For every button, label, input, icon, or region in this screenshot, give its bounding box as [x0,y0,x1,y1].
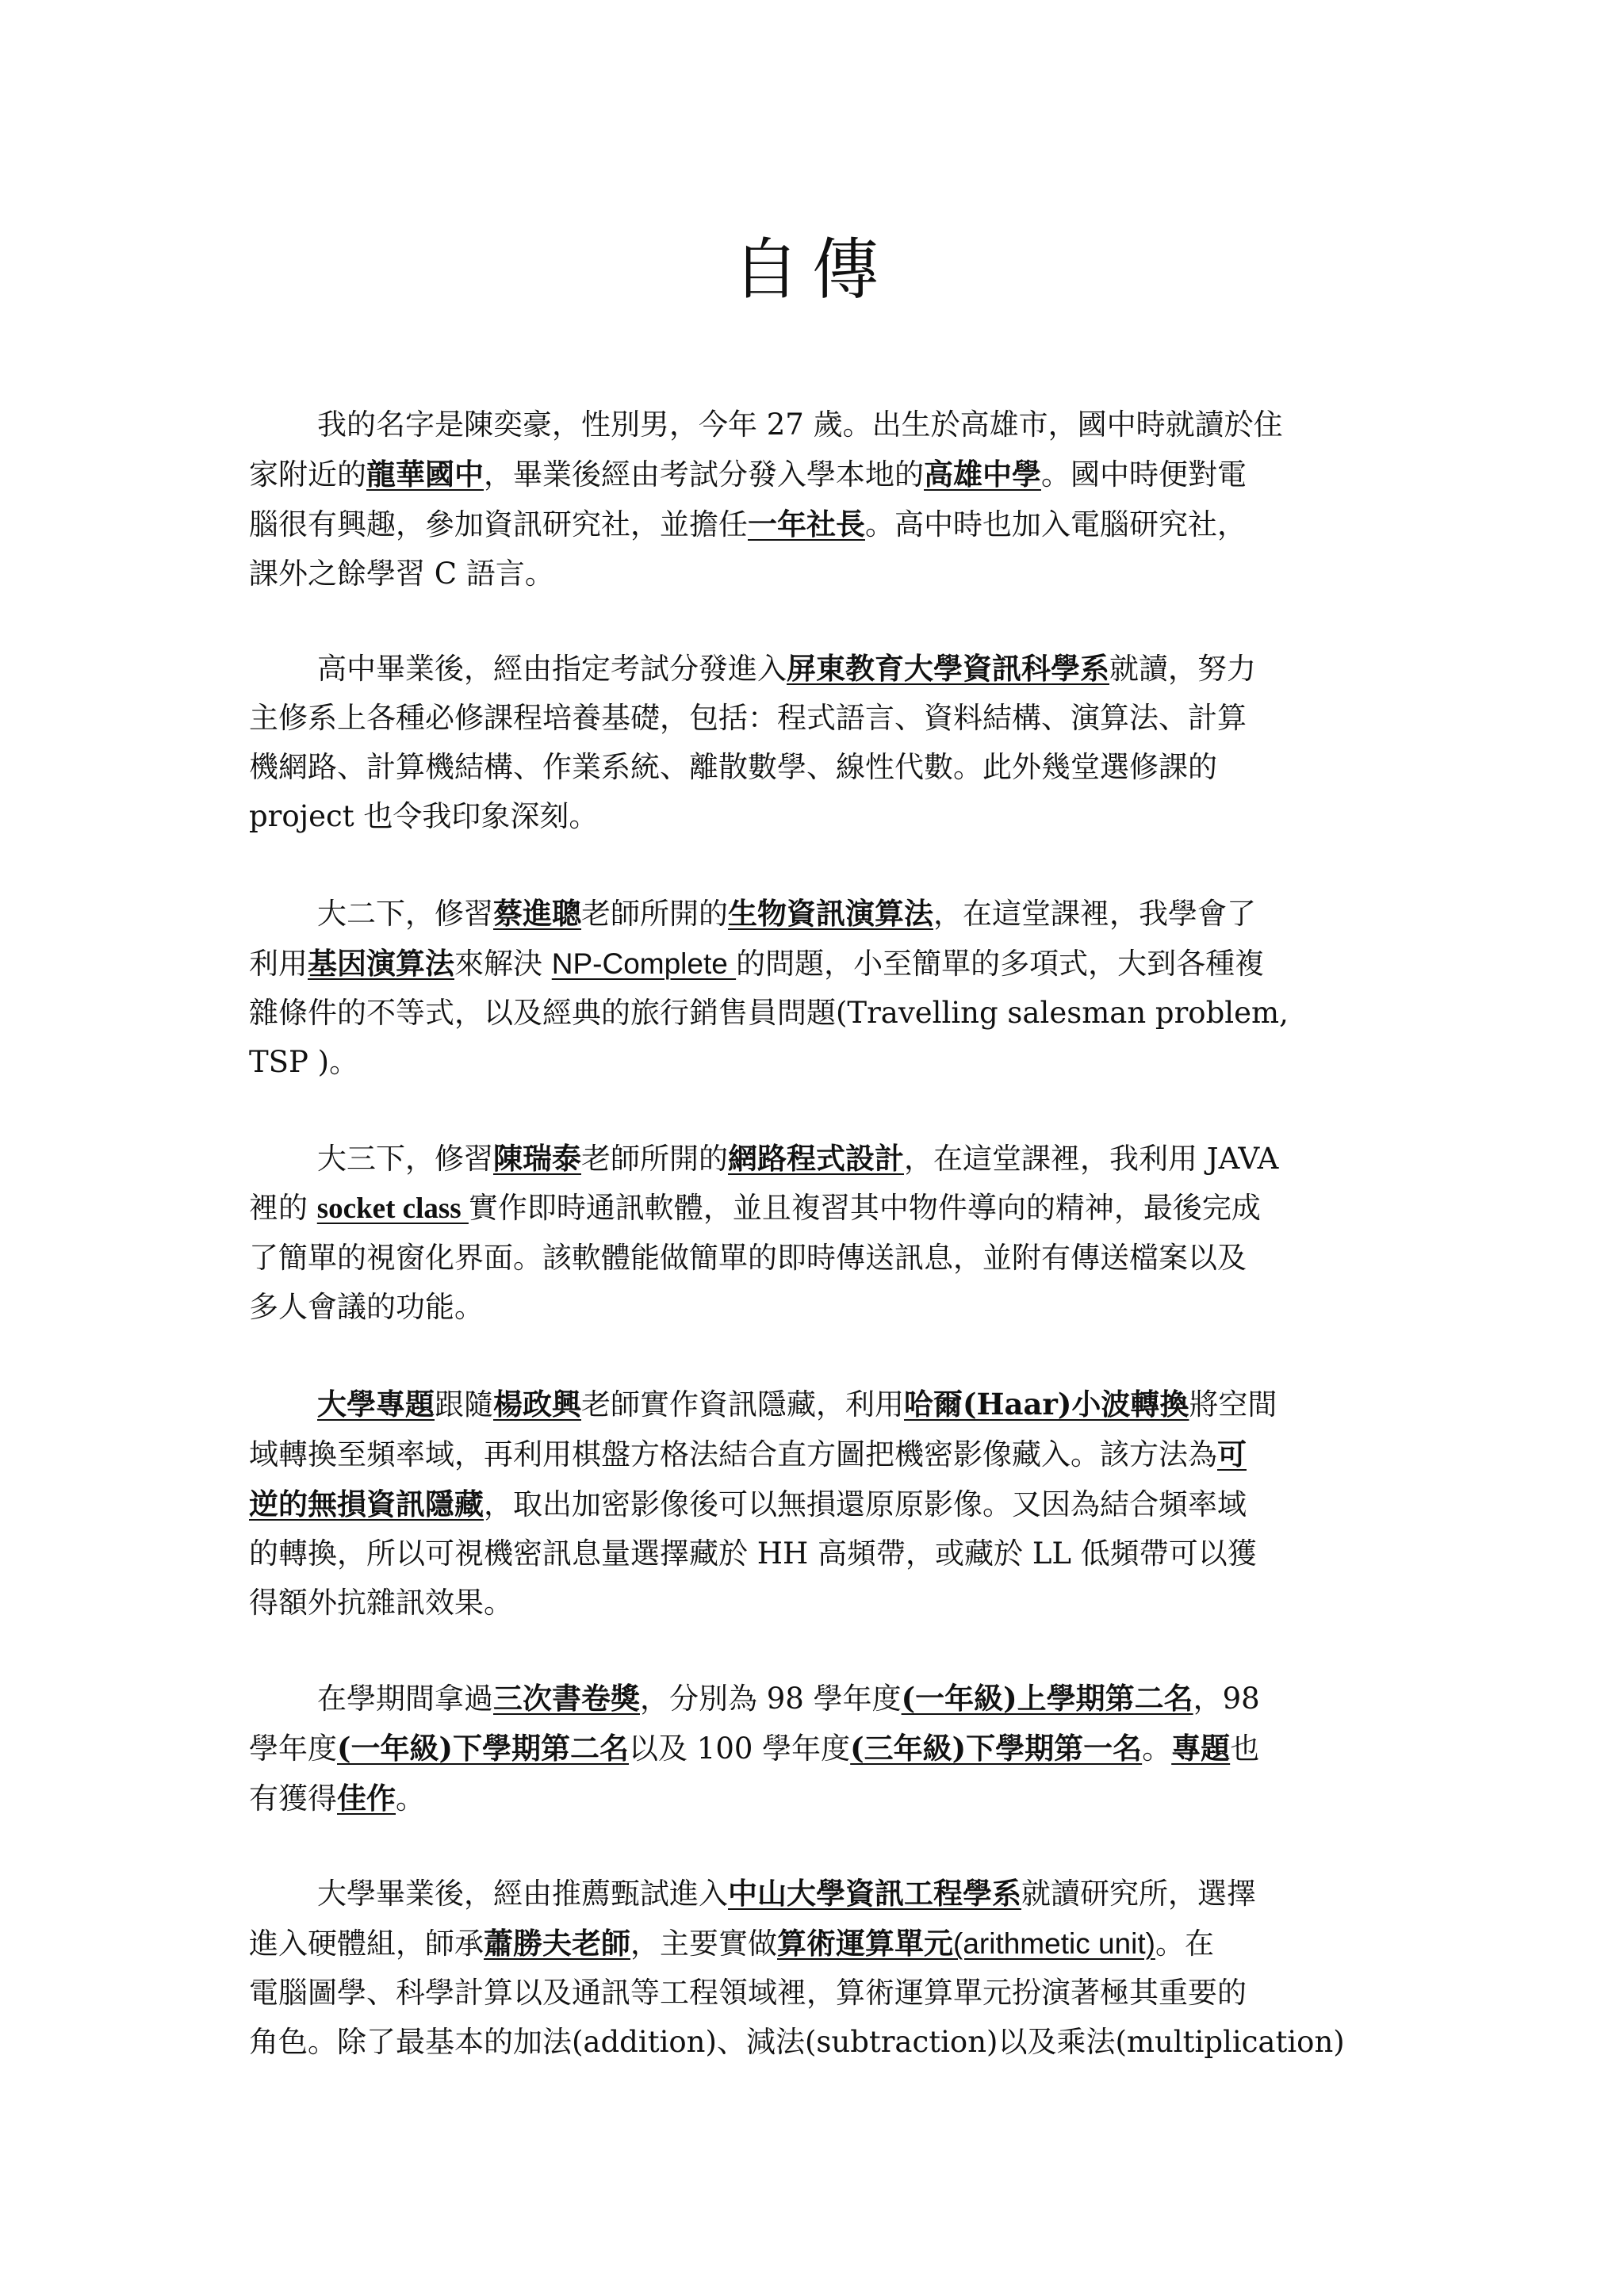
text-span: 就讀研究所，選擇 [1021,1877,1256,1911]
paragraph-3 [249,889,1391,1087]
club-role: 一年社長 [748,507,865,541]
text-span: 大學畢業後，經由推薦甄試進入 [317,1877,728,1911]
text-line [249,889,1391,939]
award-term: (一年級)上學期第二名 [901,1681,1193,1716]
text-span: 的轉換，所以可視機密訊息量選擇藏於 HH 高頻帶，或藏於 LL 低頻帶可以獲 [249,1536,1257,1571]
paragraph-4 [249,1134,1391,1332]
method-term: 逆的無損資訊隱藏 [249,1487,484,1521]
text-span: 機網路、計算機結構、作業系統、離散數學、線性代數。此外幾堂選修課的 [249,750,1217,784]
text-span: 課外之餘學習 C 語言。 [249,557,554,591]
text-span: 老師所開的 [581,897,728,931]
text-span: ，畢業後經由考試分發入學本地的 [484,457,924,492]
text-line [249,1774,1391,1823]
text-span: 老師實作資訊隱藏，利用 [581,1387,904,1422]
award-term: (一年級)下學期第二名 [337,1731,630,1766]
text-line [249,644,1391,694]
text-span: 就讀，努力 [1109,652,1256,686]
text-span: 電腦圖學、科學計算以及通訊等工程領域裡，算術運算單元扮演著極其重要的 [249,1976,1247,2010]
text-span: 。高中時也加入電腦研究社， [865,507,1247,541]
text-line [249,1234,1391,1283]
text-line [249,1529,1391,1578]
text-span: 裡的 [249,1191,317,1225]
research-term: 算術運算單元 [777,1926,953,1961]
text-span: 。 [396,1781,425,1816]
text-span: 高中畢業後，經由指定考試分發進入 [317,652,787,686]
text-span: 實作即時通訊軟體，並且複習其中物件導向的精神，最後完成 [468,1191,1261,1225]
text-span: 得額外抗雜訊效果。 [249,1586,513,1620]
text-span: 利用 [249,947,308,981]
text-span: 跟隨 [435,1387,493,1422]
text-line [249,1969,1391,2018]
text-span: ，取出加密影像後可以無損還原原影像。又因為結合頻率域 [484,1487,1247,1521]
paragraph-2 [249,644,1391,841]
arithmetic-unit-term: (arithmetic unit) [953,1927,1155,1960]
text-span: 將空間 [1189,1387,1277,1422]
text-span: 域轉換至頻率域，再利用棋盤方格法結合直方圖把機密影像藏入。該方法為 [249,1437,1217,1471]
text-span: TSP )。 [249,1045,359,1079]
school-name-senior-high: 高雄中學 [924,457,1041,492]
text-line [249,1869,1391,1919]
paragraph-7 [249,1869,1391,2067]
graduate-department: 中山大學資訊工程學系 [728,1876,1021,1911]
text-span: 家附近的 [249,457,366,492]
text-span: ，在這堂課裡，我學會了 [933,897,1256,931]
text-line [249,400,1391,450]
text-span: 老師所開的 [581,1142,728,1176]
teacher-name: 楊政興 [493,1387,581,1422]
award-term: 佳作 [337,1781,396,1816]
course-name: 網路程式設計 [728,1141,904,1176]
text-span: 有獲得 [249,1781,337,1816]
paragraph-1 [249,400,1391,599]
text-line [249,2018,1391,2067]
text-span: ，98 [1193,1682,1260,1716]
text-span: 進入硬體組，師承 [249,1927,484,1961]
text-line [249,1134,1391,1184]
np-complete-term: NP-Complete [551,947,737,980]
university-department: 屏東教育大學資訊科學系 [787,651,1109,686]
teacher-name: 蔡進聰 [493,896,581,931]
page-title: 自傳 [732,231,891,308]
text-span: ，分別為 98 學年度 [640,1682,902,1716]
text-span: 。國中時便對電 [1041,457,1247,492]
text-span: 了簡單的視窗化界面。該軟體能做簡單的即時傳送訊息，並附有傳送檔案以及 [249,1241,1247,1275]
text-span: 多人會議的功能。 [249,1290,484,1324]
text-span: 大二下，修習 [317,897,493,931]
text-span: ，主要實做 [630,1927,777,1961]
text-line [249,1479,1391,1529]
text-line [249,989,1391,1038]
text-line [249,743,1391,792]
text-line [249,1578,1391,1628]
text-span: 。 [1142,1732,1172,1766]
text-line [249,1429,1391,1479]
text-line [249,1674,1391,1724]
text-line [249,1283,1391,1332]
award-term: 專題 [1171,1731,1231,1766]
text-line [249,499,1391,549]
course-name: 生物資訊演算法 [728,896,933,931]
text-span: 也 [1230,1732,1260,1766]
text-line [249,549,1391,599]
teacher-name: 陳瑞泰 [493,1141,581,1176]
text-line [249,450,1391,499]
text-span: project 也令我印象深刻。 [249,799,599,833]
text-line [249,1724,1391,1774]
method-term: 可 [1217,1437,1247,1471]
project-label: 大學專題 [317,1387,435,1422]
text-span: 腦很有興趣，參加資訊研究社，並擔任 [249,507,748,541]
text-span: 來解決 [454,947,552,981]
award-term: (三年級)下學期第一名 [850,1731,1143,1766]
text-line [249,939,1391,989]
text-span: ，在這堂課裡，我利用 JAVA [904,1142,1279,1176]
advisor-name: 蕭勝夫老師 [484,1926,630,1961]
text-span: 的問題，小至簡單的多項式，大到各種複 [736,947,1265,981]
paragraph-5 [249,1380,1391,1628]
text-span: 主修系上各種必修課程培養基礎，包括：程式語言、資料結構、演算法、計算 [249,701,1247,735]
award-term: 三次書卷獎 [493,1681,640,1716]
text-span: 以及 100 學年度 [629,1732,851,1766]
text-line [249,694,1391,743]
text-span: 在學期間拿過 [317,1682,493,1716]
text-line [249,792,1391,841]
text-line [249,1184,1391,1234]
haar-wavelet-term: 哈爾(Haar)小波轉換 [904,1387,1189,1422]
text-span: 。在 [1155,1927,1214,1961]
school-name-junior-high: 龍華國中 [366,457,484,492]
text-span: 角色。除了最基本的加法(addition)、減法(subtraction)以及乘法(multiplication) [249,2025,1345,2059]
text-line [249,1919,1391,1969]
text-span: 大三下，修習 [317,1142,493,1176]
socket-class-term: socket class [316,1192,469,1225]
text-line [249,1038,1391,1087]
paragraph-6 [249,1674,1391,1823]
text-span: 學年度 [249,1732,337,1766]
text-line [249,1380,1391,1429]
algorithm-name: 基因演算法 [308,946,454,981]
text-span: 雜條件的不等式，以及經典的旅行銷售員問題(Travelling salesman problem, [249,996,1289,1030]
text-span: 我的名字是陳奕豪，性別男，今年 27 歲。出生於高雄市，國中時就讀於住 [317,408,1283,442]
